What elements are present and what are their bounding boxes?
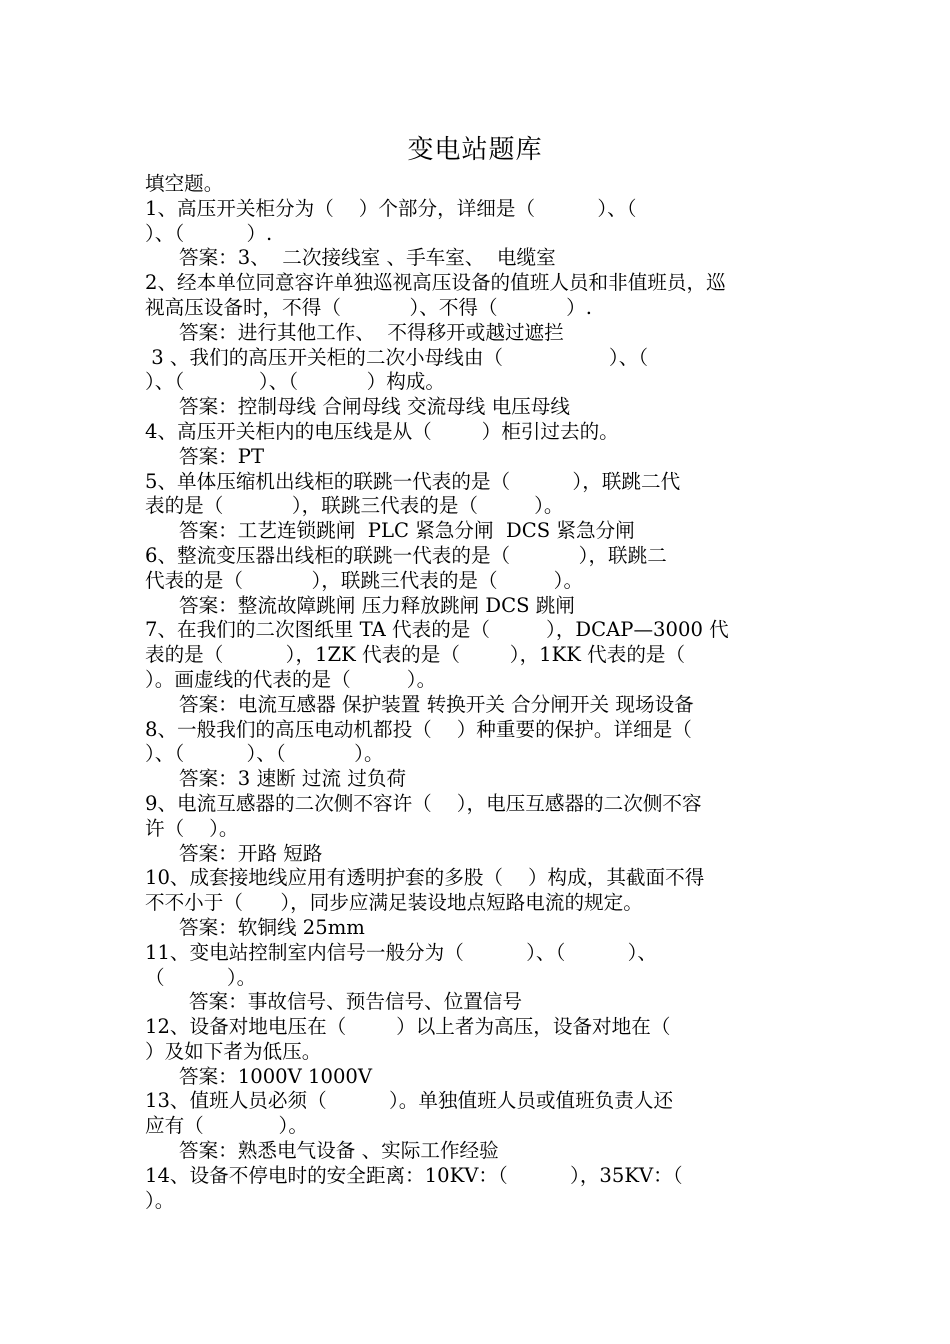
- answer-line: 答案：整流故障跳闸 压力释放跳闸 DCS 跳闸: [179, 593, 575, 617]
- question-line: ）。: [145, 1188, 175, 1212]
- document-title: 变电站题库: [407, 135, 543, 165]
- question-line: 不不小于（ ），同步应满足装设地点短路电流的规定。: [145, 891, 643, 915]
- question-line: 14、设备不停电时的安全距离：10KV：（ ），35KV：（: [145, 1163, 683, 1187]
- question-line: 1、高压开关柜分为（ ）个部分，详细是（ ）、（: [145, 196, 637, 220]
- question-line: 10、成套接地线应用有透明护套的多股（ ）构成，其截面不得: [145, 866, 705, 890]
- answer-line: 答案：事故信号、预告信号、位置信号: [189, 990, 523, 1014]
- question-lines: [145, 197, 813, 1214]
- question-line: 代表的是（ ），联跳三代表的是（ ）。: [145, 568, 584, 592]
- answer-line: 答案：进行其他工作、 不得移开或越过遮拦: [179, 320, 564, 344]
- question-line: 7、在我们的二次图纸里 TA 代表的是（ ），DCAP—3000 代: [145, 618, 729, 642]
- question-line: ）、（ ）、（ ）。: [145, 742, 384, 766]
- question-line: 4、高压开关柜内的电压线是从（ ）柜引过去的。: [145, 419, 619, 443]
- answer-line: 答案：控制母线 合闸母线 交流母线 电压母线: [179, 395, 570, 419]
- question-line: 9、电流互感器的二次侧不容许（ ），电压互感器的二次侧不容: [145, 791, 702, 815]
- question-line: 视高压设备时，不得（ ）、不得（ ）.: [145, 295, 592, 319]
- answer-line: 答案：开路 短路: [179, 841, 323, 865]
- answer-line: 答案：软铜线 25mm: [179, 915, 365, 939]
- question-line: 表的是（ ），联跳三代表的是（ ）。: [145, 494, 564, 518]
- answer-line: 答案：熟悉电气设备 、实际工作经验: [179, 1139, 499, 1163]
- question-line: 12、设备对地电压在（ ）以上者为高压，设备对地在（: [145, 1015, 671, 1039]
- question-line: 应有（ ）。: [145, 1114, 308, 1138]
- answer-line: 答案：电流互感器 保护装置 转换开关 合分闸开关 现场设备: [179, 692, 694, 716]
- question-list: [145, 172, 813, 1213]
- question-line: ）及如下者为低压。: [145, 1039, 322, 1063]
- question-line: 13、值班人员必须（ ）。单独值班人员或值班负责人还: [145, 1089, 674, 1113]
- question-line: ）、（ ）、（ ）构成。: [145, 370, 445, 394]
- question-line: 8、一般我们的高压电动机都投（ ）种重要的保护。详细是（: [145, 717, 692, 741]
- question-line: 许（ ）。: [145, 816, 239, 840]
- section-heading: 填空题。: [145, 172, 224, 195]
- answer-line: 答案：工艺连锁跳闸 PLC 紧急分闸 DCS 紧急分闸: [179, 519, 635, 543]
- question-line: 2、经本单位同意容许单独巡视高压设备的值班人员和非值班员，巡: [145, 271, 726, 295]
- question-line: 3 、我们的高压开关柜的二次小母线由（ ）、（: [145, 345, 649, 369]
- answer-line: 答案：3 速断 过流 过负荷: [179, 767, 407, 791]
- question-line: ）。画虚线的代表的是（ ）。: [145, 667, 437, 691]
- question-line: 6、整流变压器出线柜的联跳一代表的是（ ），联跳二: [145, 543, 667, 567]
- question-line: 表的是（ ），1ZK 代表的是（ ），1KK 代表的是（: [145, 643, 686, 667]
- answer-line: 答案：PT: [179, 444, 265, 468]
- answer-line: 答案：3、 二次接线室 、手车室、 电缆室: [179, 246, 556, 270]
- question-line: 11、变电站控制室内信号一般分为（ ）、（ ）、: [145, 940, 657, 964]
- question-line: ）、（ ）.: [145, 221, 273, 245]
- answer-line: 答案：1000V 1000V: [179, 1064, 373, 1088]
- question-line: 5、单体压缩机出线柜的联跳一代表的是（ ），联跳二代: [145, 469, 681, 493]
- question-line: （ ）。: [145, 965, 257, 989]
